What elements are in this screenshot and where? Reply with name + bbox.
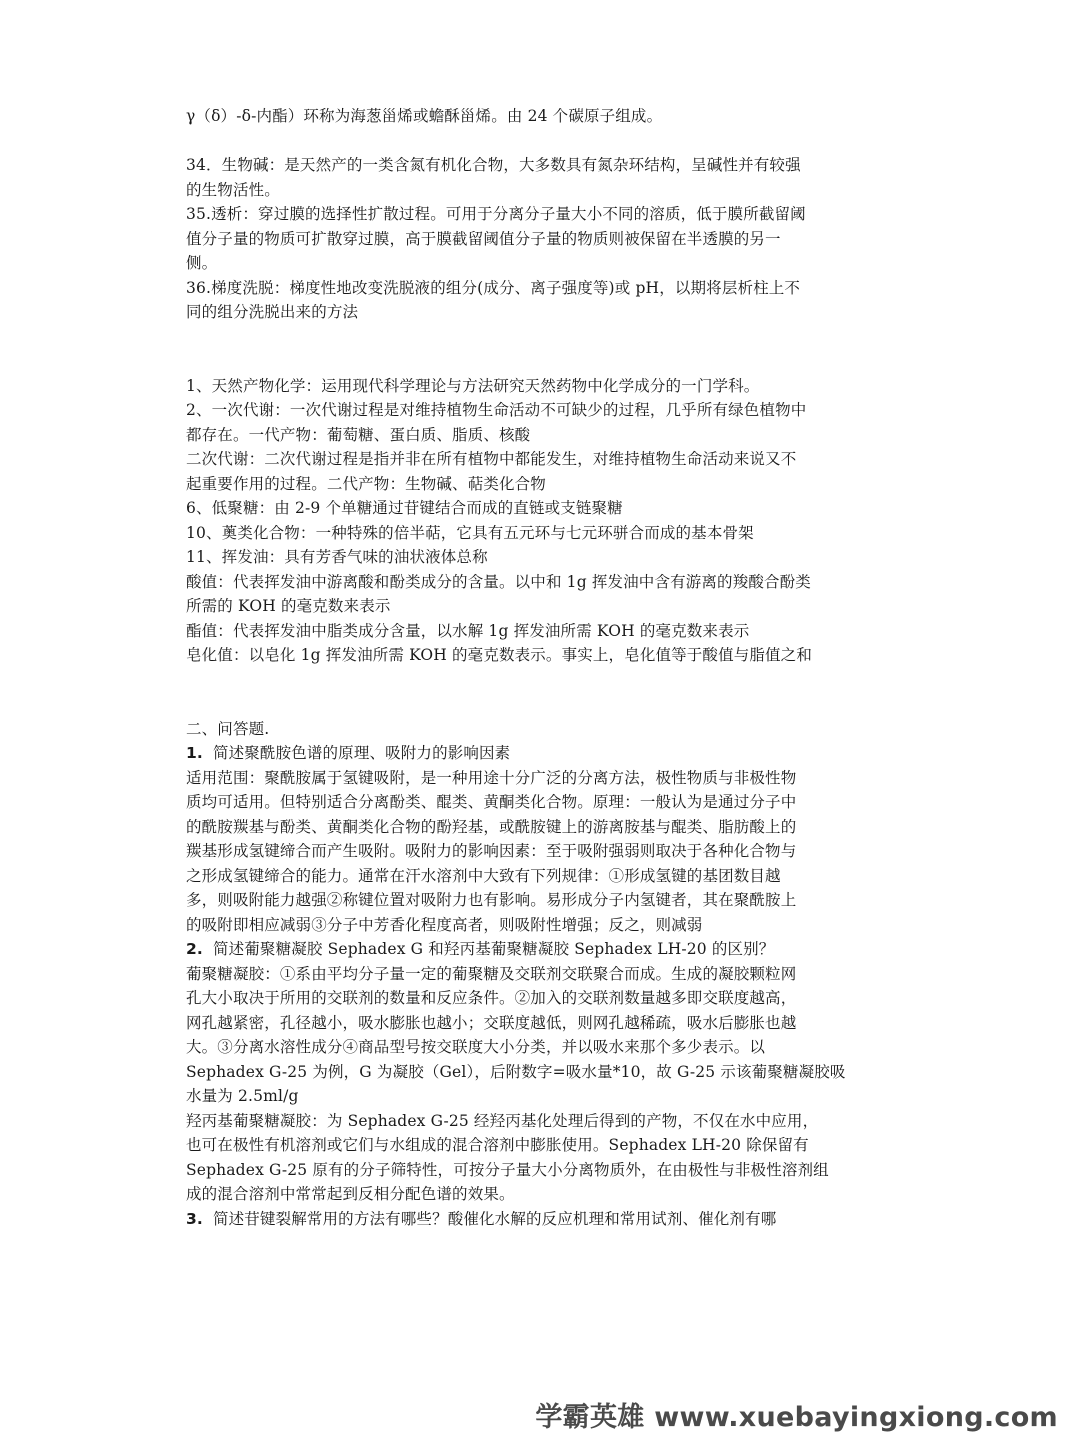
blank-line [186, 129, 906, 154]
text-line: 羟丙基葡聚糖凝胶：为 Sephadex G-25 经羟丙基化处理后得到的产物，不仅在水中应用， [186, 1111, 819, 1130]
text-line: γ（δ）-δ-内酯）环称为海葱甾烯或蟾酥甾烯。由 24 个碳原子组成。 [186, 107, 663, 125]
text-line: 的吸附即相应减弱③分子中芳香化程度高者，则吸附性增强；反之，则减弱 [186, 915, 703, 934]
question-heading [186, 937, 906, 962]
text-line: 都存在。一代产物：葡萄糖、蛋白质、脂质、核酸 [186, 425, 531, 444]
text-line: Sephadex G-25 为例，G 为凝胶（Gel），后附数字=吸水量*10，故 G-25 示该葡聚糖凝胶吸 [186, 1062, 846, 1081]
text-line: 多，则吸附能力越强②称键位置对吸附力也有影响。易形成分子内氢键者，其在聚酰胺上 [186, 891, 797, 909]
text-line: 酸值：代表挥发油中游离酸和酚类成分的含量。以中和 1g 挥发油中含有游离的羧酸合酚类 [186, 572, 811, 591]
text-line: 34．生物碱：是天然产的一类含氮有机化合物，大多数具有氮杂环结构，呈碱性并有较强 [186, 156, 801, 174]
text-line: 也可在极性有机溶剂或它们与水组成的混合溶剂中膨胀使用。Sephadex LH-20 除保留有 [186, 1136, 809, 1154]
text-line: 皂化值：以皂化 1g 挥发油所需 KOH 的毫克数表示。事实上，皂化值等于酸值与脂值之和 [186, 646, 812, 664]
text-line: 1、天然产物化学：运用现代科学理论与方法研究天然药物中化学成分的一门学科。 [186, 376, 760, 395]
text-line: 适用范围：聚酰胺属于氢键吸附，是一种用途十分广泛的分离方法，极性物质与非极性物 [186, 768, 797, 787]
text-line: 网孔越紧密，孔径越小，吸水膨胀也越小；交联度越低，则网孔越稀疏，吸水后膨胀也越 [186, 1013, 797, 1032]
text-line: 同的组分洗脱出来的方法 [186, 303, 359, 321]
watermark: 学霸英雄 www.xuebayingxiong.com [535, 1402, 1058, 1433]
question-number: 3. [186, 1209, 203, 1228]
text-line: 二、问答题. [186, 719, 270, 738]
blank-line [186, 349, 906, 374]
question-number: 2. [186, 940, 203, 958]
question-heading [186, 741, 906, 766]
text-line: 的生物活性。 [186, 180, 280, 199]
text-line: 葡聚糖凝胶：①系由平均分子量一定的葡聚糖及交联剂交联聚合而成。生成的凝胶颗粒网 [186, 964, 797, 983]
text-line: 的酰胺羰基与酚类、黄酮类化合物的酚羟基，或酰胺键上的游离胺基与醌类、脂肪酸上的 [186, 817, 797, 836]
question-heading [186, 1207, 906, 1232]
question-text: 简述苷键裂解常用的方法有哪些？酸催化水解的反应机理和常用试剂、催化剂有哪 [212, 1209, 777, 1228]
text-line: 羰基形成氢键缔合而产生吸附。吸附力的影响因素：至于吸附强弱则取决于各种化合物与 [186, 842, 797, 860]
question-text: 简述葡聚糖凝胶 Sephadex G 和羟丙基葡聚糖凝胶 Sephadex LH-20 的区别？ [212, 940, 775, 958]
text-line: 6、低聚糖：由 2-9 个单糖通过苷键结合而成的直链或支链聚糖 [186, 499, 623, 517]
question-text: 简述聚酰胺色谱的原理、吸附力的影响因素 [212, 744, 511, 762]
text-line: 水量为 2.5ml/g [186, 1087, 299, 1105]
text-line: 36.梯度洗脱：梯度性地改变洗脱液的组分(成分、离子强度等)或 pH，以期将层析柱上不 [186, 278, 801, 297]
text-line: 成的混合溶剂中常常起到反相分配色谱的效果。 [186, 1185, 515, 1203]
text-line: 孔大小取决于所用的交联剂的数量和反应条件。②加入的交联剂数量越多即交联度越高， [186, 989, 797, 1007]
blank-line [186, 692, 906, 717]
text-line: 酯值：代表挥发油中脂类成分含量，以水解 1g 挥发油所需 KOH 的毫克数来表示 [186, 621, 750, 640]
text-line: 之形成氢键缔合的能力。通常在汗水溶剂中大致有下列规律：①形成氢键的基团数目越 [186, 866, 781, 885]
blank-line [186, 325, 906, 350]
document-body [186, 104, 906, 1231]
text-line: 2、一次代谢：一次代谢过程是对维持植物生命活动不可缺少的过程，几乎所有绿色植物中 [186, 401, 807, 419]
text-line: 二次代谢：二次代谢过程是指并非在所有植物中都能发生，对维持植物生命活动来说又不 [186, 450, 797, 468]
text-line: 起重要作用的过程。二代产物：生物碱、萜类化合物 [186, 474, 546, 493]
text-line: 值分子量的物质可扩散穿过膜，高于膜截留阈值分子量的物质则被保留在半透膜的另一 [186, 229, 781, 248]
text-line: 大。③分离水溶性成分④商品型号按交联度大小分类，并以吸水来那个多少表示。以 [186, 1038, 766, 1056]
text-line: 侧。 [186, 254, 218, 272]
text-line: 质均可适用。但特别适合分离酚类、醌类、黄酮类化合物。原理：一般认为是通过分子中 [186, 793, 797, 811]
text-line: 35.透析：穿过膜的选择性扩散过程。可用于分离分子量大小不同的溶质，低于膜所截留阈 [186, 205, 806, 223]
blank-line [186, 668, 906, 693]
question-number: 1. [186, 744, 203, 762]
text-line: 所需的 KOH 的毫克数来表示 [186, 597, 391, 615]
text-line: 10、薁类化合物：一种特殊的倍半萜，它具有五元环与七元环骈合而成的基本骨架 [186, 523, 754, 542]
text-line: Sephadex G-25 原有的分子筛特性，可按分子量大小分离物质外，在由极性与非极性溶剂组 [186, 1160, 829, 1179]
text-line: 11、挥发油：具有芳香气味的油状液体总称 [186, 548, 488, 566]
